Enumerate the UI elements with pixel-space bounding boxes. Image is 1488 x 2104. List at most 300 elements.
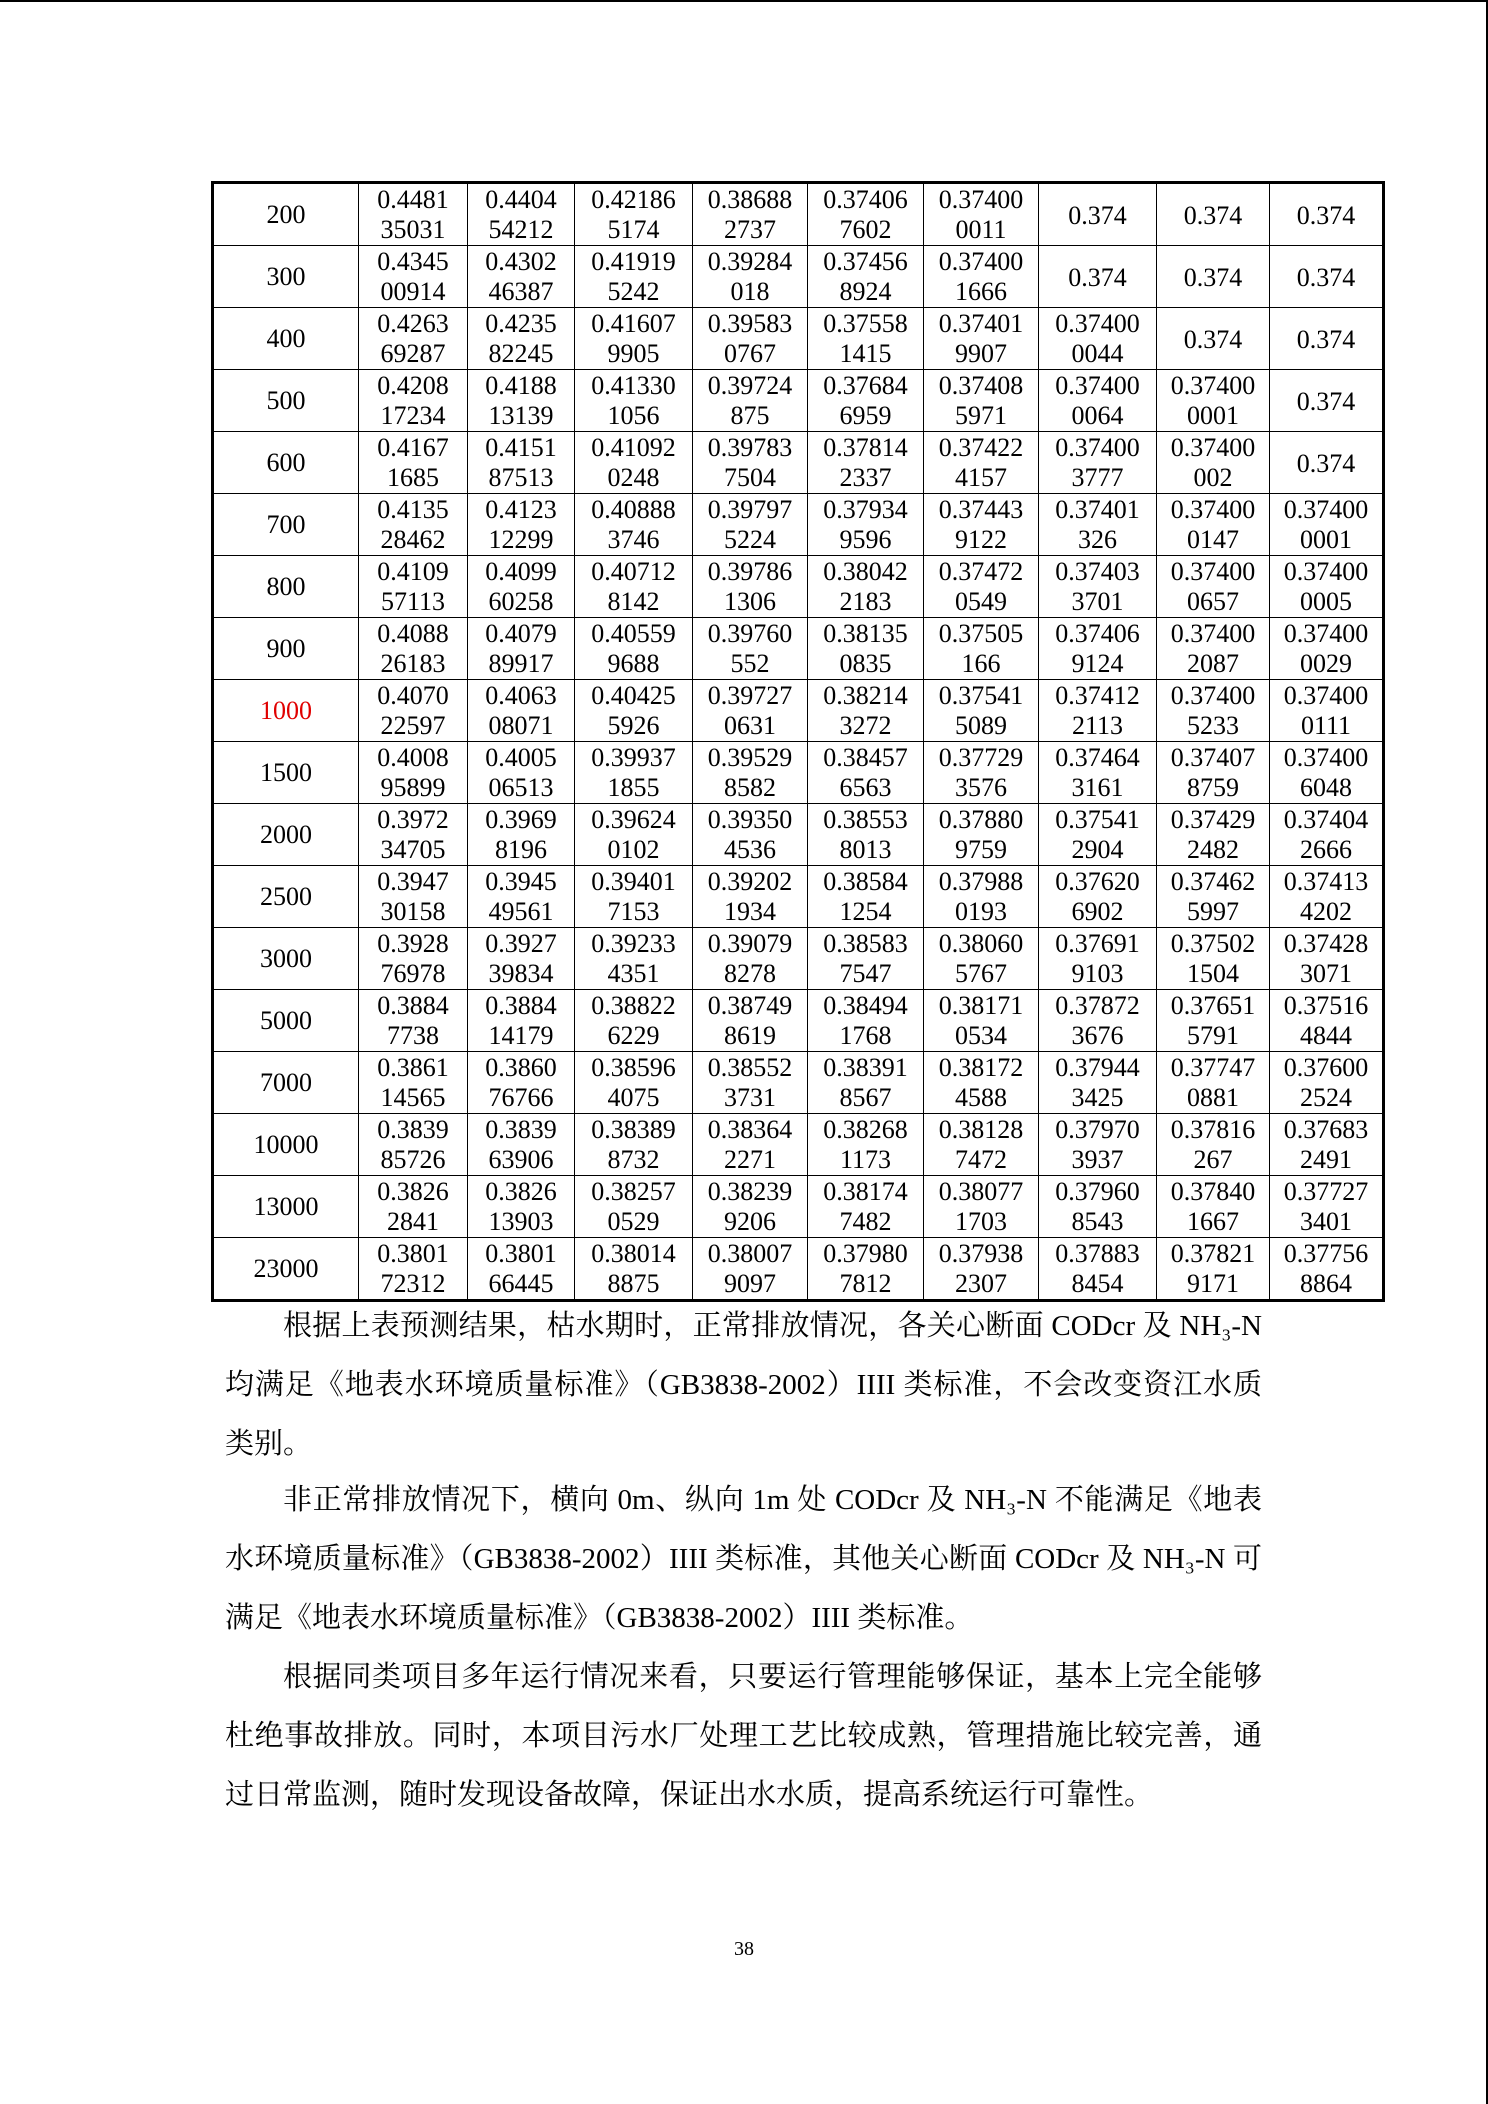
value-cell-container xyxy=(693,680,808,742)
value-cell-container xyxy=(1270,183,1384,246)
value-cell: 0.388414179 xyxy=(485,990,557,1050)
value-cell-container xyxy=(1039,370,1157,432)
value-cell-container xyxy=(1157,742,1270,804)
table-row xyxy=(213,1238,1384,1301)
value-cell-container xyxy=(468,1114,575,1176)
value-cell-container xyxy=(808,804,924,866)
value-cell: 0.376832491 xyxy=(1283,1114,1369,1174)
value-cell-container xyxy=(468,742,575,804)
value-cell: 0.374 xyxy=(1068,200,1127,230)
value-cell-container xyxy=(359,370,468,432)
value-cell-container xyxy=(575,804,693,866)
value-cell-container xyxy=(1157,618,1270,680)
value-cell-container xyxy=(808,308,924,370)
value-cell: 0.379608543 xyxy=(1055,1176,1140,1236)
distance-cell: 1000 xyxy=(213,680,359,742)
value-cell-container xyxy=(1039,742,1157,804)
distance-cell: 500 xyxy=(213,370,359,432)
value-cell: 0.374000111 xyxy=(1283,680,1369,740)
value-cell-container xyxy=(468,246,575,308)
value-cell-container xyxy=(693,432,808,494)
value-cell-container xyxy=(1157,1238,1270,1301)
value-cell: 0.381710534 xyxy=(938,990,1024,1050)
value-cell: 0.379443425 xyxy=(1055,1052,1140,1112)
value-cell: 0.377293576 xyxy=(938,742,1024,802)
distance-cell: 13000 xyxy=(213,1176,359,1238)
value-cell-container xyxy=(693,804,808,866)
value-cell: 0.379880193 xyxy=(938,866,1024,926)
value-cell: 0.380148875 xyxy=(591,1238,676,1298)
value-cell: 0.430246387 xyxy=(485,246,557,306)
value-cell-container xyxy=(359,494,468,556)
value-cell-container xyxy=(693,990,808,1052)
value-cell: 0.399371855 xyxy=(591,742,676,802)
value-cell: 0.415187513 xyxy=(485,432,557,492)
value-cell: 0.378809759 xyxy=(938,804,1024,864)
value-cell: 0.39760552 xyxy=(707,618,793,678)
value-cell: 0.374019907 xyxy=(938,308,1024,368)
value-cell: 0.385841254 xyxy=(823,866,908,926)
value-cell-container xyxy=(924,618,1039,680)
table-row xyxy=(213,1052,1384,1114)
table-row xyxy=(213,990,1384,1052)
value-cell: 0.382613903 xyxy=(485,1176,557,1236)
value-cell-container xyxy=(693,742,808,804)
value-cell-container xyxy=(924,494,1039,556)
value-cell: 0.377568864 xyxy=(1283,1238,1369,1298)
value-cell: 0.374001666 xyxy=(938,246,1024,306)
value-cell-container xyxy=(359,556,468,618)
value-cell-container xyxy=(575,1238,693,1301)
value-cell-container xyxy=(808,866,924,928)
value-cell: 0.381724588 xyxy=(938,1052,1024,1112)
value-cell-container xyxy=(1039,308,1157,370)
value-cell: 0.374000044 xyxy=(1055,308,1140,368)
value-cell: 0.374720549 xyxy=(938,556,1024,616)
value-cell-container xyxy=(359,680,468,742)
value-cell: 0.408883746 xyxy=(591,494,676,554)
value-cell: 0.405599688 xyxy=(591,618,676,678)
value-cell-container xyxy=(359,1176,468,1238)
table-row xyxy=(213,1176,1384,1238)
value-cell: 0.374003777 xyxy=(1055,432,1140,492)
paragraph-normal-discharge: 根据上表预测结果，枯水期时，正常排放情况，各关心断面 CODcr 及 NH₃-N 均满足《地表水环境质量标准》（GB3838-2002）IIII 类标准，不会改变资江水质类别。 xyxy=(225,1310,1262,1460)
value-cell: 0.434500914 xyxy=(377,246,449,306)
value-cell: 0.37401326 xyxy=(1055,494,1140,554)
value-cell: 0.381287472 xyxy=(938,1114,1024,1174)
value-cell: 0.392876978 xyxy=(377,928,449,988)
value-cell-container xyxy=(359,1052,468,1114)
value-cell: 0.404255926 xyxy=(591,680,676,740)
value-cell-container xyxy=(808,928,924,990)
table-row xyxy=(213,308,1384,370)
value-cell-container xyxy=(575,556,693,618)
value-cell: 0.393504536 xyxy=(707,804,793,864)
value-cell-container xyxy=(808,680,924,742)
value-cell: 0.374 xyxy=(1183,324,1243,354)
value-cell-container xyxy=(575,432,693,494)
value-cell: 0.374000147 xyxy=(1170,494,1256,554)
value-cell: 0.397270631 xyxy=(707,680,793,740)
value-cell: 0.380172312 xyxy=(377,1238,449,1298)
value-cell-container xyxy=(1270,308,1384,370)
table-row xyxy=(213,370,1384,432)
value-cell: 0.448135031 xyxy=(377,184,449,244)
distance-cell: 400 xyxy=(213,308,359,370)
value-cell: 0.37400002 xyxy=(1170,432,1256,492)
distance-cell: 1500 xyxy=(213,742,359,804)
value-cell: 0.374643161 xyxy=(1055,742,1140,802)
value-cell-container xyxy=(1270,866,1384,928)
value-cell: 0.406308071 xyxy=(485,680,557,740)
value-cell-container xyxy=(575,370,693,432)
value-cell-container xyxy=(1157,680,1270,742)
distance-cell: 23000 xyxy=(213,1238,359,1301)
value-cell-container xyxy=(359,804,468,866)
value-cell-container xyxy=(1039,618,1157,680)
value-cell-container xyxy=(468,1052,575,1114)
table-row xyxy=(213,432,1384,494)
distance-cell: 600 xyxy=(213,432,359,494)
value-cell: 0.376919103 xyxy=(1055,928,1140,988)
value-cell: 0.374078759 xyxy=(1170,742,1256,802)
value-cell-container xyxy=(1039,1176,1157,1238)
value-cell-container xyxy=(1157,556,1270,618)
value-cell-container xyxy=(575,1114,693,1176)
value-cell: 0.390798278 xyxy=(707,928,793,988)
value-cell: 0.423582245 xyxy=(485,308,557,368)
value-cell: 0.38847738 xyxy=(377,990,449,1050)
value-cell: 0.440454212 xyxy=(485,184,557,244)
value-cell-container xyxy=(468,990,575,1052)
value-cell: 0.374000064 xyxy=(1055,370,1140,430)
value-cell-container xyxy=(1270,804,1384,866)
value-cell-container xyxy=(1039,1052,1157,1114)
value-cell-container xyxy=(1270,928,1384,990)
value-cell: 0.392334351 xyxy=(591,928,676,988)
value-cell-container xyxy=(575,866,693,928)
value-cell-container xyxy=(1039,432,1157,494)
table-row xyxy=(213,804,1384,866)
table-body xyxy=(213,183,1384,1301)
value-cell-container xyxy=(808,432,924,494)
value-cell: 0.379807812 xyxy=(823,1238,908,1298)
value-cell-container xyxy=(1157,432,1270,494)
value-cell-container xyxy=(359,990,468,1052)
distance-cell: 200 xyxy=(213,183,359,246)
distance-cell: 7000 xyxy=(213,1052,359,1114)
value-cell-container xyxy=(1157,370,1270,432)
value-cell-container xyxy=(1157,804,1270,866)
value-cell-container xyxy=(468,494,575,556)
value-cell-container xyxy=(1039,1238,1157,1301)
value-cell: 0.374033701 xyxy=(1055,556,1140,616)
value-cell: 0.388226229 xyxy=(591,990,676,1050)
value-cell-container xyxy=(693,1114,808,1176)
table-row xyxy=(213,680,1384,742)
value-cell: 0.382570529 xyxy=(591,1176,676,1236)
value-cell-container xyxy=(359,742,468,804)
value-cell: 0.394549561 xyxy=(485,866,557,926)
value-cell: 0.383985726 xyxy=(377,1114,449,1174)
value-cell-container xyxy=(693,183,808,246)
value-cell: 0.374568924 xyxy=(823,246,908,306)
distance-cell: 10000 xyxy=(213,1114,359,1176)
value-cell-container xyxy=(1157,1052,1270,1114)
value-cell-container xyxy=(1039,804,1157,866)
value-cell: 0.374000001 xyxy=(1170,370,1256,430)
value-cell: 0.385837547 xyxy=(823,928,908,988)
value-cell: 0.379703937 xyxy=(1055,1114,1140,1174)
value-cell-container xyxy=(693,308,808,370)
value-cell-container xyxy=(359,1114,468,1176)
value-cell-container xyxy=(924,1052,1039,1114)
value-cell: 0.392021934 xyxy=(707,866,793,926)
value-cell: 0.381747482 xyxy=(823,1176,908,1236)
value-cell: 0.38262841 xyxy=(377,1176,449,1236)
value-cell-container xyxy=(575,308,693,370)
distance-cell: 2000 xyxy=(213,804,359,866)
table-row xyxy=(213,928,1384,990)
value-cell-container xyxy=(575,1176,693,1238)
value-cell-container xyxy=(808,742,924,804)
value-cell-container xyxy=(468,928,575,990)
value-cell-container xyxy=(1270,556,1384,618)
table-row xyxy=(213,866,1384,928)
paragraph-abnormal-discharge: 非正常排放情况下，横向 0m、纵向 1m 处 CODcr 及 NH₃-N 不能满足《地表水环境质量标准》（GB3838-2002）IIII 类标准，其他关心断面 CODcr 及 NH₃-N 可满足《地表水环境质量标准》（GB3838-2002）IIII 类标准。 xyxy=(225,1484,1262,1634)
value-cell: 0.374000005 xyxy=(1283,556,1369,616)
value-cell-container xyxy=(359,928,468,990)
paragraph-management: 根据同类项目多年运行情况来看，只要运行管理能够保证，基本上完全能够杜绝事故排放。同时，本项目污水厂处理工艺比较成熟，管理措施比较完善，通过日常监测，随时发现设备故障，保证出水水质，提高系统运行可靠性。 xyxy=(225,1661,1262,1811)
value-cell: 0.378723676 xyxy=(1055,990,1140,1050)
value-cell-container xyxy=(924,680,1039,742)
table-row xyxy=(213,494,1384,556)
value-cell: 0.385523731 xyxy=(707,1052,793,1112)
value-cell-container xyxy=(1157,494,1270,556)
value-cell: 0.374042666 xyxy=(1283,804,1369,864)
value-cell-container xyxy=(1039,246,1157,308)
value-cell-container xyxy=(1039,928,1157,990)
value-cell: 0.376846959 xyxy=(823,370,908,430)
value-cell: 0.420817234 xyxy=(377,370,449,430)
value-cell-container xyxy=(1039,866,1157,928)
value-cell: 0.377273401 xyxy=(1283,1176,1369,1236)
table-row xyxy=(213,556,1384,618)
concentration-table xyxy=(211,181,1385,1302)
value-cell: 0.375415089 xyxy=(938,680,1024,740)
value-cell: 0.375581415 xyxy=(823,308,908,368)
value-cell-container xyxy=(1157,183,1270,246)
value-cell-container xyxy=(575,928,693,990)
value-cell: 0.380079097 xyxy=(707,1238,793,1298)
value-cell-container xyxy=(693,246,808,308)
value-cell-container xyxy=(359,866,468,928)
value-cell-container xyxy=(575,494,693,556)
table-row xyxy=(213,246,1384,308)
value-cell: 0.374069124 xyxy=(1055,618,1140,678)
value-cell-container xyxy=(808,1114,924,1176)
distance-cell: 700 xyxy=(213,494,359,556)
value-cell: 0.374 xyxy=(1068,262,1127,292)
value-cell-container xyxy=(468,308,575,370)
value-cell-container xyxy=(693,618,808,680)
value-cell-container xyxy=(1039,1114,1157,1176)
value-cell-container xyxy=(1270,1114,1384,1176)
value-cell: 0.410920248 xyxy=(591,432,676,492)
value-cell-container xyxy=(808,370,924,432)
value-cell: 0.377470881 xyxy=(1170,1052,1256,1112)
value-cell-container xyxy=(924,990,1039,1052)
value-cell: 0.374 xyxy=(1296,448,1356,478)
value-cell-container xyxy=(693,866,808,928)
value-cell: 0.39698196 xyxy=(485,804,557,864)
value-cell-container xyxy=(575,742,693,804)
value-cell: 0.378219171 xyxy=(1170,1238,1256,1298)
value-cell-container xyxy=(1157,1114,1270,1176)
value-cell: 0.382143272 xyxy=(823,680,908,740)
value-cell-container xyxy=(924,308,1039,370)
value-cell-container xyxy=(575,183,693,246)
value-cell: 0.408826183 xyxy=(377,618,449,678)
value-cell-container xyxy=(808,183,924,246)
value-cell: 0.410957113 xyxy=(377,556,449,616)
value-cell-container xyxy=(1039,556,1157,618)
value-cell: 0.383898732 xyxy=(591,1114,676,1174)
value-cell-container xyxy=(1270,1176,1384,1238)
table-row xyxy=(213,1114,1384,1176)
value-cell: 0.395298582 xyxy=(707,742,793,802)
value-cell: 0.413301056 xyxy=(591,370,676,430)
value-cell: 0.378142337 xyxy=(823,432,908,492)
page-number: 38 xyxy=(734,1938,754,1960)
value-cell-container xyxy=(1270,618,1384,680)
value-cell: 0.382681173 xyxy=(823,1114,908,1174)
value-cell-container xyxy=(468,680,575,742)
page-top-border xyxy=(0,0,1488,2)
value-cell-container xyxy=(924,183,1039,246)
value-cell-container xyxy=(468,866,575,928)
value-cell: 0.374 xyxy=(1296,200,1356,230)
value-cell-container xyxy=(808,618,924,680)
value-cell: 0.416079905 xyxy=(591,308,676,368)
value-cell: 0.374122113 xyxy=(1055,680,1140,740)
value-cell-container xyxy=(1270,432,1384,494)
value-cell: 0.37505166 xyxy=(938,618,1024,678)
value-cell-container xyxy=(1157,1176,1270,1238)
value-cell: 0.384941768 xyxy=(823,990,908,1050)
value-cell: 0.374 xyxy=(1296,262,1356,292)
value-cell: 0.397861306 xyxy=(707,556,793,616)
value-cell-container xyxy=(924,370,1039,432)
value-cell: 0.374005233 xyxy=(1170,680,1256,740)
value-cell: 0.375412904 xyxy=(1055,804,1140,864)
value-cell-container xyxy=(359,618,468,680)
value-cell-container xyxy=(1039,183,1157,246)
value-cell: 0.396240102 xyxy=(591,804,676,864)
value-cell-container xyxy=(575,246,693,308)
table-row xyxy=(213,618,1384,680)
value-cell-container xyxy=(1039,990,1157,1052)
table-row xyxy=(213,183,1384,246)
value-cell-container xyxy=(468,556,575,618)
value-cell: 0.383963906 xyxy=(485,1114,557,1174)
value-cell-container xyxy=(468,804,575,866)
value-cell-container xyxy=(808,246,924,308)
value-cell-container xyxy=(1270,246,1384,308)
value-cell: 0.374 xyxy=(1183,200,1243,230)
value-cell-container xyxy=(924,804,1039,866)
value-cell: 0.374000657 xyxy=(1170,556,1256,616)
value-cell-container xyxy=(1157,308,1270,370)
value-cell-container xyxy=(1157,928,1270,990)
value-cell-container xyxy=(924,246,1039,308)
value-cell-container xyxy=(924,1114,1039,1176)
distance-cell: 5000 xyxy=(213,990,359,1052)
value-cell: 0.374292482 xyxy=(1170,804,1256,864)
value-cell-container xyxy=(359,246,468,308)
value-cell-container xyxy=(924,866,1039,928)
value-cell-container xyxy=(808,1052,924,1114)
value-cell: 0.374002087 xyxy=(1170,618,1256,678)
value-cell: 0.382399206 xyxy=(707,1176,793,1236)
value-cell-container xyxy=(924,928,1039,990)
value-cell: 0.374439122 xyxy=(938,494,1024,554)
value-cell-container xyxy=(575,1052,693,1114)
value-cell-container xyxy=(924,1238,1039,1301)
distance-cell: 800 xyxy=(213,556,359,618)
value-cell-container xyxy=(468,1176,575,1238)
value-cell: 0.375164844 xyxy=(1283,990,1369,1050)
value-cell: 0.374224157 xyxy=(938,432,1024,492)
value-cell: 0.386882737 xyxy=(707,184,793,244)
value-cell: 0.397975224 xyxy=(707,494,793,554)
value-cell-container xyxy=(924,432,1039,494)
distance-cell: 2500 xyxy=(213,866,359,928)
distance-cell: 900 xyxy=(213,618,359,680)
value-cell: 0.39724875 xyxy=(707,370,793,430)
value-cell-container xyxy=(693,928,808,990)
value-cell: 0.41671685 xyxy=(377,432,449,492)
value-cell-container xyxy=(1270,990,1384,1052)
value-cell-container xyxy=(924,1176,1039,1238)
value-cell-container xyxy=(693,1238,808,1301)
value-cell: 0.419195242 xyxy=(591,246,676,306)
value-cell: 0.385538013 xyxy=(823,804,908,864)
value-cell-container xyxy=(1270,742,1384,804)
value-cell-container xyxy=(575,618,693,680)
value-cell-container xyxy=(924,742,1039,804)
value-cell: 0.395830767 xyxy=(707,308,793,368)
value-cell: 0.381350835 xyxy=(823,618,908,678)
value-cell-container xyxy=(1270,1052,1384,1114)
value-cell: 0.407128142 xyxy=(591,556,676,616)
value-cell: 0.374283071 xyxy=(1283,928,1369,988)
value-cell: 0.39284018 xyxy=(707,246,793,306)
value-cell-container xyxy=(1270,680,1384,742)
value-cell: 0.387498619 xyxy=(707,990,793,1050)
value-cell-container xyxy=(924,556,1039,618)
value-cell: 0.400895899 xyxy=(377,742,449,802)
value-cell: 0.379349596 xyxy=(823,494,908,554)
value-cell-container xyxy=(693,494,808,556)
value-cell: 0.394730158 xyxy=(377,866,449,926)
value-cell: 0.374625997 xyxy=(1170,866,1256,926)
value-cell-container xyxy=(808,1238,924,1301)
value-cell: 0.374000029 xyxy=(1283,618,1369,678)
value-cell: 0.426369287 xyxy=(377,308,449,368)
value-cell-container xyxy=(575,990,693,1052)
value-cell: 0.374134202 xyxy=(1283,866,1369,926)
